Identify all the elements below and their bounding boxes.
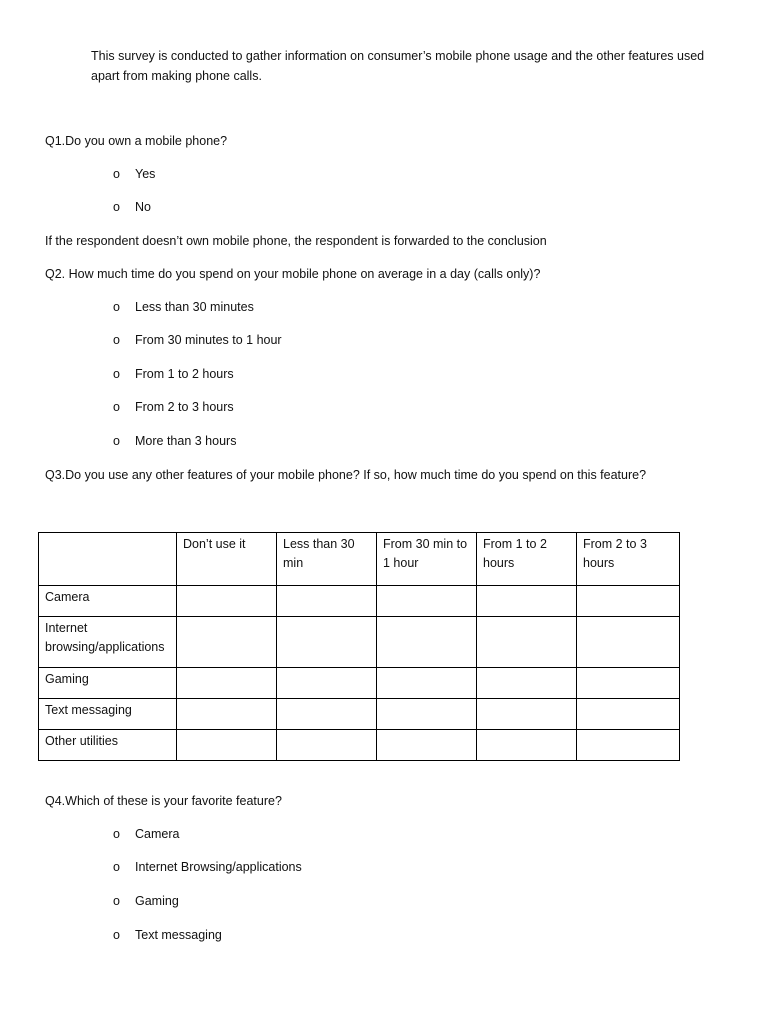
answer-cell[interactable]	[377, 617, 477, 668]
table-row	[39, 730, 680, 761]
answer-cell[interactable]	[577, 668, 680, 699]
q4-option-3[interactable]	[113, 894, 179, 908]
header-cell: From 2 to 3 hours	[577, 533, 680, 586]
q2-option-4[interactable]	[113, 400, 234, 414]
answer-cell[interactable]	[277, 730, 377, 761]
option-label: Text messaging	[135, 928, 222, 942]
header-cell: From 1 to 2 hours	[477, 533, 577, 586]
answer-cell[interactable]	[177, 668, 277, 699]
option-label: Gaming	[135, 894, 179, 908]
answer-cell[interactable]	[377, 699, 477, 730]
table-row	[39, 617, 680, 668]
q2-option-5[interactable]	[113, 434, 236, 448]
bullet-icon: o	[113, 827, 120, 841]
q4-option-2[interactable]	[113, 860, 302, 874]
q4-option-4[interactable]	[113, 928, 222, 942]
answer-cell[interactable]	[577, 699, 680, 730]
table-row	[39, 668, 680, 699]
answer-cell[interactable]	[277, 586, 377, 617]
answer-cell[interactable]	[177, 617, 277, 668]
respondent-note: If the respondent doesn’t own mobile phone, the respondent is forwarded to the conclusion	[45, 234, 547, 248]
option-label: More than 3 hours	[135, 434, 237, 448]
header-cell: From 30 min to 1 hour	[377, 533, 477, 586]
q2-option-2[interactable]	[113, 333, 282, 347]
row-label: Other utilities	[39, 730, 177, 761]
answer-cell[interactable]	[177, 586, 277, 617]
table-row	[39, 586, 680, 617]
option-label: No	[135, 200, 151, 214]
answer-cell[interactable]	[177, 699, 277, 730]
header-cell: Less than 30 min	[277, 533, 377, 586]
row-label: Text messaging	[39, 699, 177, 730]
answer-cell[interactable]	[477, 699, 577, 730]
question-2: Q2. How much time do you spend on your mobile phone on average in a day (calls only)?	[45, 267, 541, 281]
answer-cell[interactable]	[577, 586, 680, 617]
answer-cell[interactable]	[577, 730, 680, 761]
answer-cell[interactable]	[477, 617, 577, 668]
option-label: From 1 to 2 hours	[135, 367, 234, 381]
answer-cell[interactable]	[577, 617, 680, 668]
answer-cell[interactable]	[477, 586, 577, 617]
bullet-icon: o	[113, 167, 120, 181]
option-label: From 30 minutes to 1 hour	[135, 333, 282, 347]
option-label: Camera	[135, 827, 180, 841]
table-row	[39, 699, 680, 730]
bullet-icon: o	[113, 400, 120, 414]
bullet-icon: o	[113, 860, 120, 874]
bullet-icon: o	[113, 200, 120, 214]
question-4: Q4.Which of these is your favorite feature?	[45, 794, 282, 808]
answer-cell[interactable]	[277, 699, 377, 730]
question-3: Q3.Do you use any other features of your mobile phone? If so, how much time do you spend on this feature?	[45, 468, 647, 482]
option-label: Less than 30 minutes	[135, 300, 254, 314]
bullet-icon: o	[113, 434, 120, 448]
row-label: Gaming	[39, 668, 177, 699]
option-label: Internet Browsing/applications	[135, 860, 302, 874]
header-cell	[39, 533, 177, 586]
answer-cell[interactable]	[177, 730, 277, 761]
answer-cell[interactable]	[277, 668, 377, 699]
header-cell: Don’t use it	[177, 533, 277, 586]
answer-cell[interactable]	[377, 586, 477, 617]
bullet-icon: o	[113, 367, 120, 381]
q4-option-1[interactable]	[113, 827, 179, 841]
answer-cell[interactable]	[377, 730, 477, 761]
answer-cell[interactable]	[477, 668, 577, 699]
q2-option-1[interactable]	[113, 300, 254, 314]
row-label: Camera	[39, 586, 177, 617]
bullet-icon: o	[113, 300, 120, 314]
q2-option-3[interactable]	[113, 367, 234, 381]
bullet-icon: o	[113, 928, 120, 942]
q1-option-yes[interactable]	[113, 167, 155, 181]
table-header-row	[39, 533, 680, 586]
option-label: Yes	[135, 167, 156, 181]
bullet-icon: o	[113, 333, 120, 347]
answer-cell[interactable]	[277, 617, 377, 668]
option-label: From 2 to 3 hours	[135, 400, 234, 414]
survey-intro: This survey is conducted to gather information on consumer’s mobile phone usage and the other features used apart from making phone calls.	[91, 49, 705, 83]
answer-cell[interactable]	[377, 668, 477, 699]
row-label: Internet browsing/applications	[39, 617, 177, 668]
answer-cell[interactable]	[477, 730, 577, 761]
bullet-icon: o	[113, 894, 120, 908]
feature-usage-table	[38, 532, 680, 761]
q1-option-no[interactable]	[113, 200, 151, 214]
question-1: Q1.Do you own a mobile phone?	[45, 134, 228, 148]
